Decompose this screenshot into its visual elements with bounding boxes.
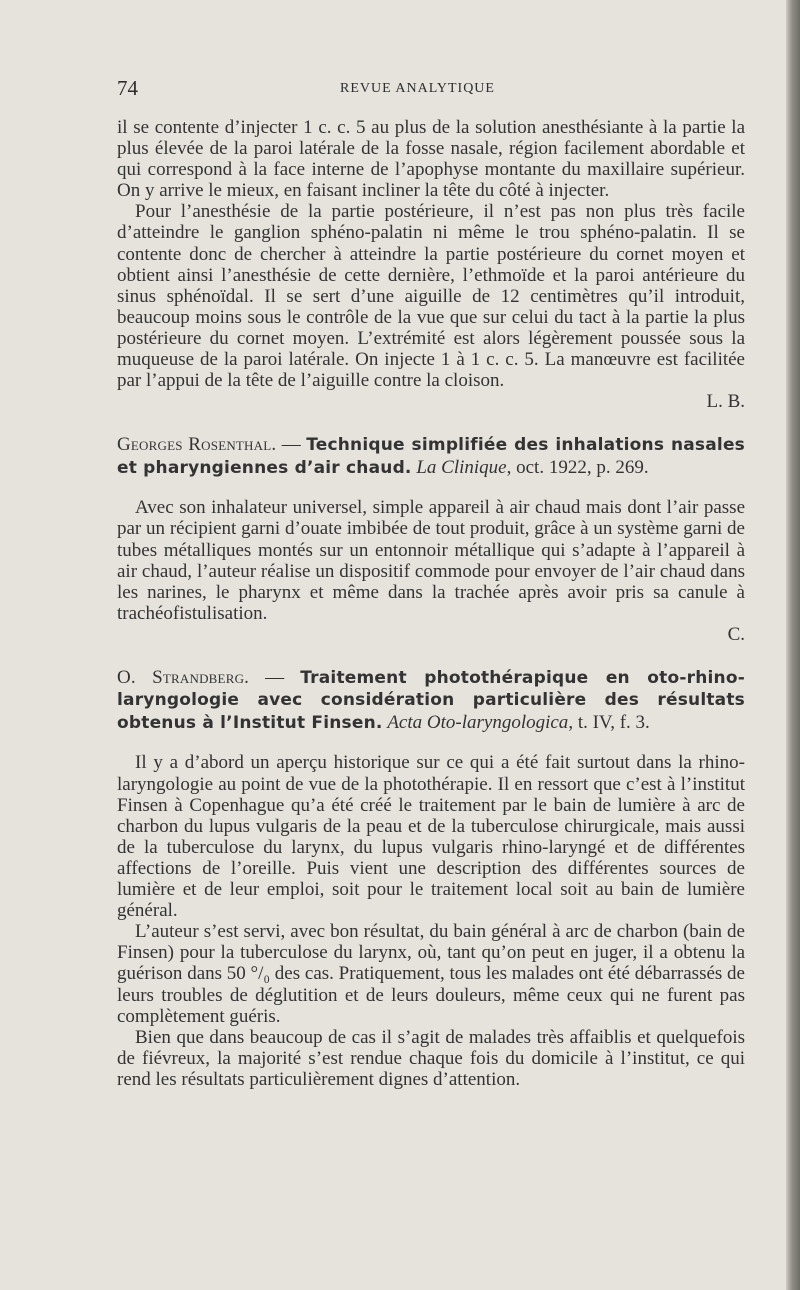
spacer <box>117 479 745 497</box>
spacer <box>117 734 745 752</box>
spacer <box>117 645 745 667</box>
page-edge-shadow <box>786 0 800 1290</box>
entry-title: Traitement photothérapique en oto-rhino-laryngologie avec considération particulière des résultats obtenus à l’Institut Finsen. <box>117 667 745 733</box>
signature: L. B. <box>706 391 745 413</box>
paragraph: Pour l’anesthésie de la partie postérieure, il n’est pas non plus très facile d’atteindre le ganglion sphéno-palatin ni même le trou sphéno-palatin. Il se contente donc de chercher à atteindre la partie postérieure du cornet moyen et obtient ainsi l’anesthésie de cette dernière, l’ethmoïde et la paroi antérieure du sinus sphénoïdal. Il se sert d’une aiguille de 12 centimètres qu’il introduit, beaucoup moins sous le contrôle de la vue que sur celui du tact à la partie la plus postérieure du cornet moyen. L’extrémité est alors légèrement poussée sous la muqueuse de la paroi latérale. On injecte 1 à 1 c. c. 5. La manœuvre est facilitée par l’appui de la tête de l’aiguille contre la cloison. <box>117 201 745 392</box>
paragraph: il se contente d’injecter 1 c. c. 5 au plus de la solution anesthésiante à la partie la plus élevée de la paroi latérale de la fosse nasale, région facilement abordable et qui correspond à la face interne de l’apophyse montante du maxillaire supérieur. On y arrive le mieux, en faisant incliner la tête du côté à injecter. <box>117 117 745 202</box>
paragraph: Bien que dans beaucoup de cas il s’agit de malades très affaiblis et quelquefois de fiévreux, la majorité s’est rendue chaque fois du domicile à l’institut, ce qui rend les résultats particulièrement dignes d’attention. <box>117 1026 745 1090</box>
entry-citation: , t. IV, f. 3. <box>568 711 650 733</box>
page-content <box>117 117 745 1090</box>
entry-heading <box>117 667 745 735</box>
entry-citation: , oct. 1922, p. 269. <box>506 456 649 478</box>
spacer <box>117 412 745 434</box>
entry-journal: La Clinique <box>416 456 507 478</box>
entry-author: Georges Rosenthal. <box>117 434 277 456</box>
entry-author: O. Strandberg. <box>117 666 250 688</box>
page-header <box>117 76 745 100</box>
entry-dash: — <box>276 434 307 456</box>
paragraph: L’auteur s’est servi, avec bon résultat, du bain général à arc de charbon (bain de Finsen) pour la tuberculose du larynx, où, tant qu’on peut en juger, il a obtenu la guérison dans 50 °/₀ des cas. Pratiquement, tous les malades ont été débarrassés de leurs troubles de déglutition et de leurs douleurs, même ceux qui ne furent pas complètement guéris. <box>117 921 745 1027</box>
signature: C. <box>727 623 745 645</box>
entry-journal: Acta Oto-laryngologica <box>387 711 569 733</box>
running-title: REVUE ANALYTIQUE <box>340 81 495 96</box>
page-number: 74 <box>117 76 138 100</box>
entry-heading <box>117 434 745 479</box>
entry-dash: — <box>249 666 301 688</box>
paragraph: Il y a d’abord un aperçu historique sur ce qui a été fait surtout dans la rhino-laryngologie au point de vue de la photothérapie. Il en ressort que c’est à l’institut Finsen à Copenhague qu’a été créé le traitement par le bain de lumière à arc de charbon du lupus vulgaris de la peau et de la tuberculose chirurgicale, mais aussi de la tuberculose du larynx, du lupus vulgaris rhino-laryngé et de différentes affections de l’oreille. Puis vient une description des différentes sources de lumière et de leur emploi, soit pour le traitement local soit au bain de lumière général. <box>117 752 745 922</box>
paragraph: Avec son inhalateur universel, simple appareil à air chaud mais dont l’air passe par un récipient garni d’ouate imbibée de tout produit, grâce à un système garni de tubes métalliques montés sur un entonnoir métallique qui s’adapte à l’appareil à air chaud, l’auteur réalise un dispositif commode pour envoyer de l’air chaud dans les narines, le pharynx et même dans la trachée après avoir pris sa canule à trachéofistulisation. <box>117 497 745 624</box>
entry-title: Technique simplifiée des inhalations nasales et pharyngiennes d’air chaud. <box>117 435 745 478</box>
